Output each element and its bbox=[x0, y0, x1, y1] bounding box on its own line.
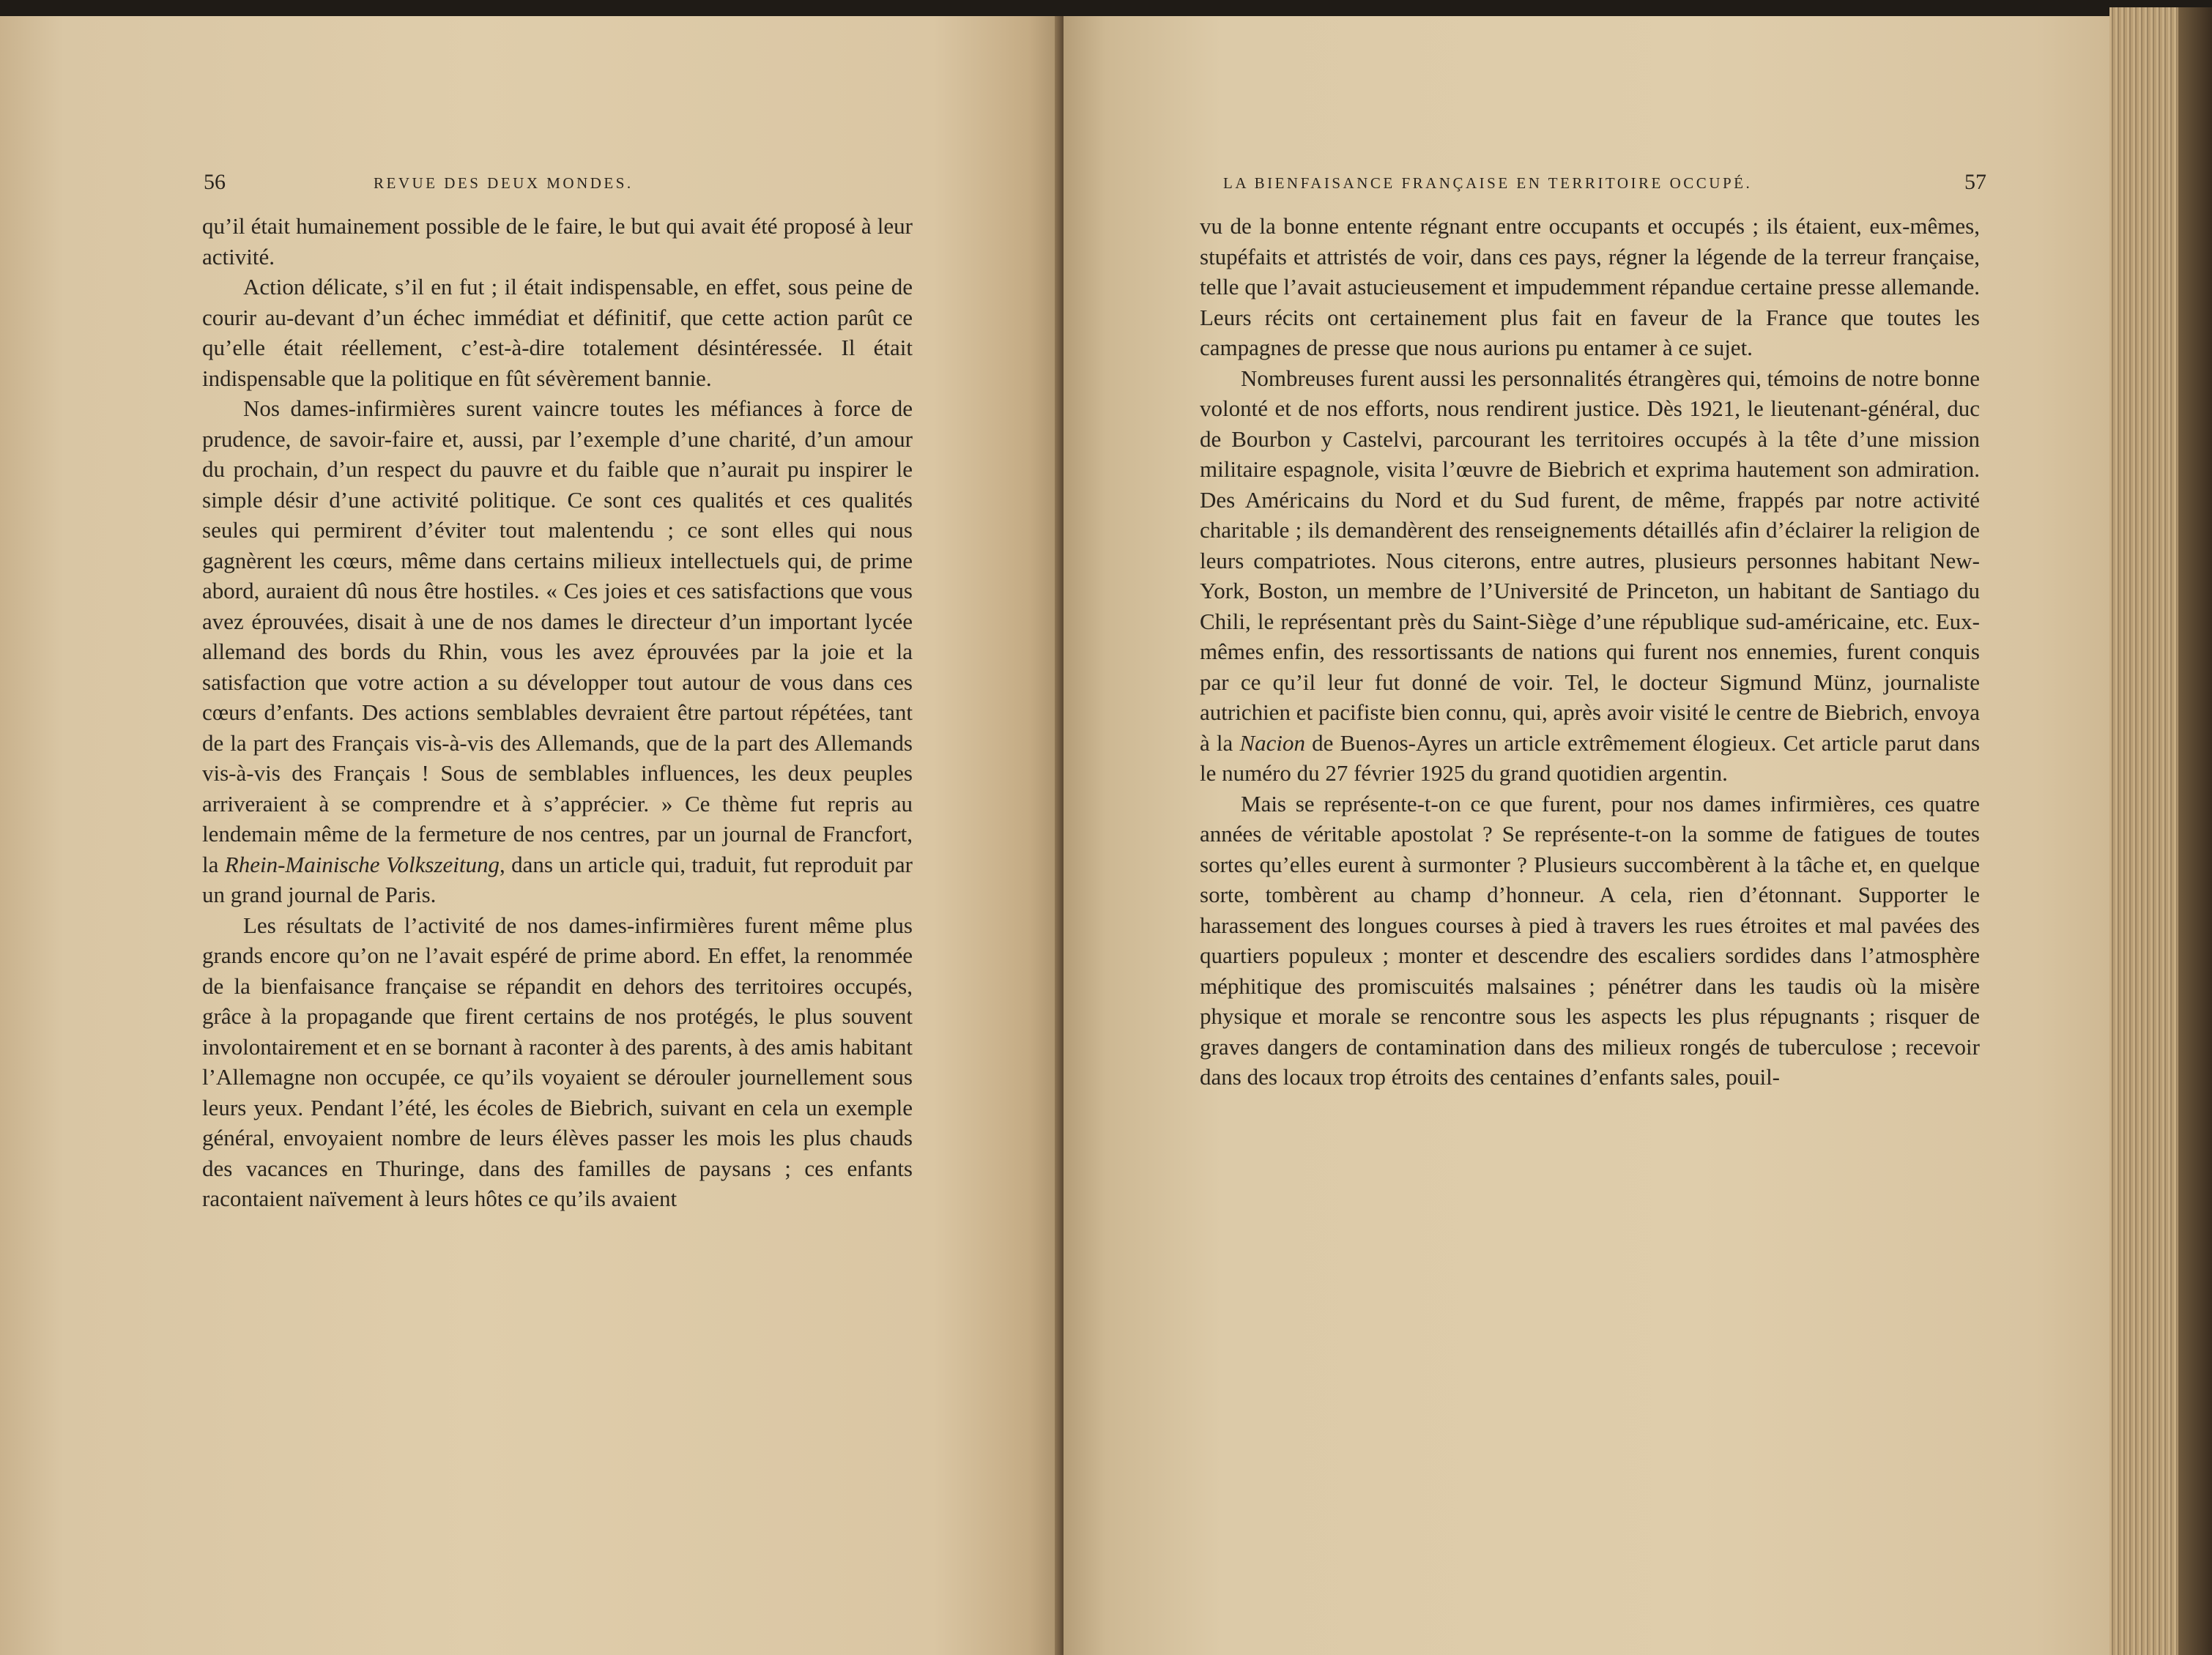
newspaper-title: Rhein-Mainische Volkszeitung bbox=[224, 851, 500, 877]
paragraph: vu de la bonne entente régnant entre occupants et occupés ; ils étaient, eux-mêmes, stupéfaits et attristés de voir, dans ces pays, régner la légende de la terreur française, telle que l’avait astucieusement et impudemment répandue certaine presse allemande. Leurs récits ont certainement plus fait en faveur de la France que toutes les campagnes de presse que nous aurions pu entamer à ce sujet. bbox=[1200, 213, 1980, 360]
left-page bbox=[0, 16, 1061, 1655]
paragraph-text: Nos dames-infirmières surent vaincre toutes les méfiances à force de prudence, de savoir-faire et, aussi, par l’exemple d’une charité, d’un amour du prochain, d’un respect du pauvre et du faible que n’aurait pu inspirer le simple désir d’une activité politique. Ce sont ces qualités et ces qualités seules qui permirent d’éviter tout malentendu ; ce sont elles qui nous gagnèrent les cœurs, même dans certains milieux intellectuels qui, de prime abord, auraient dû nous être hostiles. « Ces joies et ces satisfactions que vous avez éprouvées, disait à une de nos dames le directeur d’un important lycée allemand des bords du Rhin, vous les avez éprouvées par la joie et la satisfaction que votre action a su développer tout autour de vous dans ces cœurs d’enfants. Des actions semblables devraient être partout répétées, tant de la part des Français vis-à-vis des Allemands, que de la part des Allemands vis-à-vis des Français ! Sous de semblables influences, les deux peuples arriveraient à se comprendre et à s’apprécier. » Ce thème fut repris au lendemain même de la fermeture de nos centres, par un journal de Francfort, la bbox=[202, 395, 913, 877]
running-title-right: LA BIENFAISANCE FRANÇAISE EN TERRITOIRE OCCUPÉ. bbox=[1223, 174, 1753, 192]
right-page-body bbox=[1200, 211, 1980, 1093]
right-page bbox=[1064, 16, 2118, 1655]
paragraph bbox=[202, 393, 913, 910]
page-edges bbox=[2109, 7, 2212, 1655]
paragraph: qu’il était humainement possible de le faire, le but qui avait été proposé à leur activité. bbox=[202, 213, 913, 269]
paragraph: Les résultats de l’activité de nos dames-infirmières furent même plus grands encore qu’on ne l’avait espéré de prime abord. En effet, la renommée de la bienfaisance française se répandit en dehors des territoires occupés, grâce à la propagande que firent certains de nos protégés, le plus souvent involontairement et en se bornant à raconter à des parents, à des amis habitant l’Allemagne non occupée, ce qu’ils voyaient se dérouler journellement sous leurs yeux. Pendant l’été, les écoles de Biebrich, suivant en cela un exemple général, envoyaient nombre de leurs élèves passer les mois les plus chauds des vacances en Thuringe, dans des familles de paysans ; ces enfants racontaient naïvement à leurs hôtes ce qu’ils avaient bbox=[202, 912, 913, 1211]
newspaper-title: Nacion bbox=[1239, 729, 1305, 756]
paragraph-text: de Buenos-Ayres un article extrêmement élogieux. Cet article parut dans le numéro du 27 février 1925 du grand quotidien argentin. bbox=[1200, 729, 1981, 786]
paragraph-text: Nombreuses furent aussi les personnalités étrangères qui, témoins de notre bonne volonté et de nos efforts, nous rendirent justice. Dès 1921, le lieutenant-général, duc de Bourbon y Castelvi, parcourant les territoires occupés à la tête d’une mission militaire espagnole, visita l’œuvre de Biebrich et exprima hautement son admiration. Des Américains du Nord et du Sud furent, de même, frappés par notre activité charitable ; ils demandèrent des renseignements détaillés afin d’éclairer la religion de leurs compatriotes. Nous citerons, entre autres, plusieurs personnes habitant New-York, Boston, un membre de l’Université de Princeton, un habitant de Santiago du Chili, le représentant près du Saint-Siège d’une république sud-américaine, etc. Eux-mêmes enfin, des ressortissants de nations qui furent nos ennemies, furent conquis par ce qu’il leur fut donné de voir. Tel, le docteur Sigmund Münz, journaliste autrichien et pacifiste bien connu, qui, après avoir visité le centre de Biebrich, envoya à la bbox=[1200, 365, 1980, 756]
paragraph: Mais se représente-t-on ce que furent, pour nos dames infirmières, ces quatre années de véritable apostolat ? Se représente-t-on la somme de fatigues de toutes sortes qu’elles eurent à surmonter ? Plusieurs succombèrent à la tâche et, en quelque sorte, tombèrent au champ d’honneur. A cela, rien d’étonnant. Supporter le harassement des longues courses à pied à travers les rues étroites et mal pavées des quartiers populeux ; monter et descendre des escaliers sordides dans l’atmosphère méphitique des promiscuités malsaines ; pénétrer dans les taudis où la misère physique et morale se rencontre sous les aspects les plus répugnants ; risquer de graves dangers de contamination dans des milieux rongés de tuberculose ; recevoir dans des locaux trop étroits des centaines d’enfants sales, pouil- bbox=[1200, 790, 1980, 1090]
paragraph bbox=[1200, 363, 1980, 789]
running-title-left: REVUE DES DEUX MONDES. bbox=[374, 174, 634, 192]
left-page-body bbox=[202, 211, 913, 1214]
page-number-left: 56 bbox=[204, 170, 226, 194]
paragraph-text: , dans un article qui, traduit, fut reproduit par un grand journal de Paris. bbox=[202, 851, 913, 907]
left-page-header bbox=[204, 170, 914, 199]
page-number-right: 57 bbox=[1964, 170, 1986, 194]
right-page-header bbox=[1210, 170, 1986, 199]
paragraph: Action délicate, s’il en fut ; il était indispensable, en effet, sous peine de courir au-devant d’un échec immédiat et définitif, que cette action parût ce qu’elle était réellement, c’est-à-dire totalement désintéressée. Il était indispensable que la politique en fût sévèrement bannie. bbox=[202, 274, 913, 391]
